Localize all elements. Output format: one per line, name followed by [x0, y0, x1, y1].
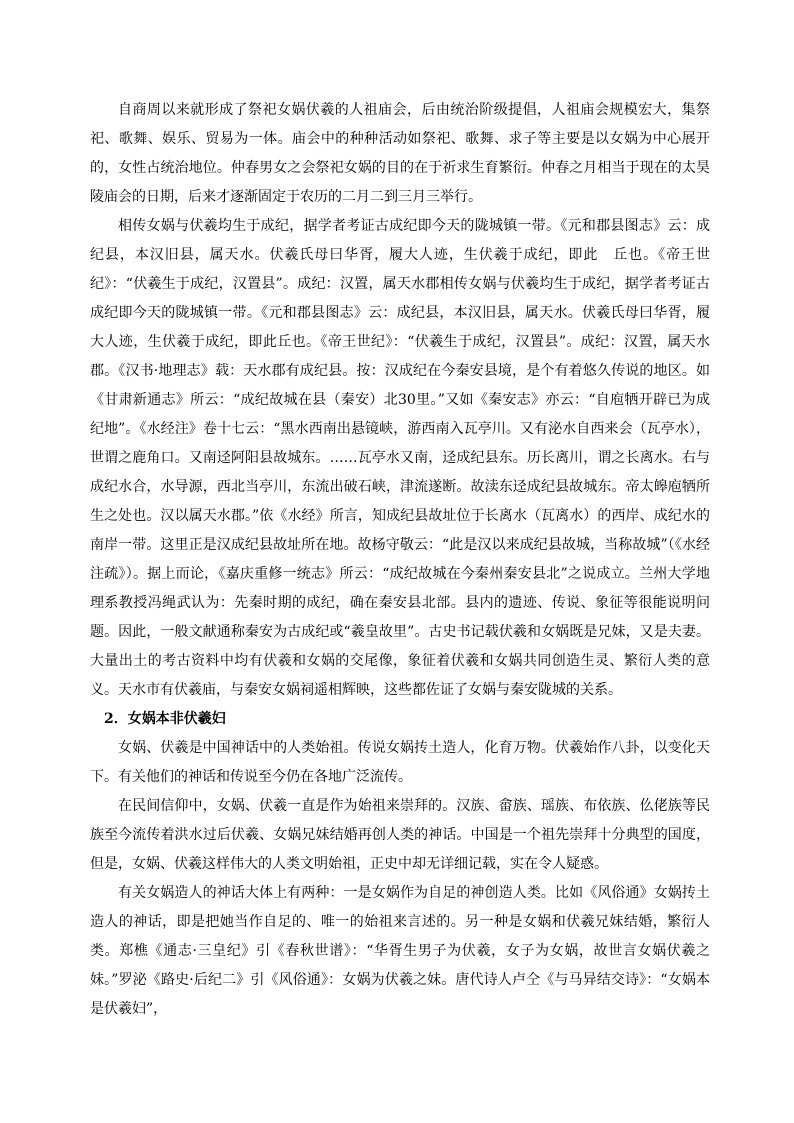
paragraph-folk-belief: 在民间信仰中，女娲、伏羲一直是作为始祖来崇拜的。汉族、畲族、瑶族、布依族、仫佬族等民族至今流传着洪水过后伏羲、女娲兄妹结婚再创人类的神话。中国是一个祖先崇拜十分典型的国度，但是，女娲、伏羲这样伟大的人类文明始祖，正史中却无详细记载，实在令人疑惑。 [90, 798, 710, 872]
paragraph-ancestors: 女娲、伏羲是中国神话中的人类始祖。传说女娲抟土造人，化育万物。伏羲始作八卦，以变化天下。有关他们的神话和传说至今仍在各地广泛流传。 [90, 740, 710, 785]
paragraph-temple-fair: 自商周以来就形成了祭祀女娲伏羲的人祖庙会，后由统治阶级提倡，人祖庙会规模宏大，集祭祀、歌舞、娱乐、贸易为一体。庙会中的种种活动如祭祀、歌舞、求子等主要是以女娲为中心展开的，女性占统治地位。仲春男女之会祭祀女娲的目的在于祈求生育繁衍。仲春之月相当于现在的太昊陵庙会的日期，后来才逐渐固定于农历的二月二到三月三举行。 [90, 102, 710, 205]
paragraph-chengji: 相传女娲与伏羲均生于成纪，据学者考证古成纪即今天的陇城镇一带。《元和郡县图志》云：成纪县，本汉旧县，属天水。伏羲氏母曰华胥，履大人迹，生伏羲于成纪，即此 丘也。《帝王世纪》：“伏羲生于成纪，汉置县”。成纪：汉置，属天水郡相传女娲与伏羲均生于成纪，据学者考证古成纪即今天的陇城镇一带。《元和郡县图志》云：成纪县，本汉旧县，属天水。伏羲氏母曰华胥，履大人迹，生伏羲于成纪，即此丘也。《帝王世纪》：“伏羲生于成纪，汉置县”。成纪：汉置，属天水郡。《汉书·地理志》载：天水郡有成纪县。按：汉成纪在今秦安县境，是个有着悠久传说的地区。如《甘肃新通志》所云：“成纪故城在县（秦安）北30里。”又如《秦安志》亦云：“自庖牺开辟已为成纪地”。《水经注》卷十七云：“黑水西南出悬镜峡，游西南入瓦亭川。又有泌水自西来会（瓦亭水），世谓之鹿角口。又南迳阿阳县故城东。……瓦亭水又南，迳成纪县东。历长离川，谓之长离水。右与成纪水合，水导源，西北当亭川，东流出破石峡，津流遂断。故渎东迳成纪县故城东。帝太皞庖牺所生之处也。汉以属天水郡。”依《水经》所言，知成纪县故址位于长离水（瓦离水）的西岸、成纪水的南岸一带。这里正是汉成纪县故址所在地。故杨守敬云：“此是汉以来成纪县故城，当称故城”（《水经注疏》）。据上而论，《嘉庆重修一统志》所云：“成纪故城在今秦州秦安县北”之说成立。兰州大学地理系教授冯绳武认为：先秦时期的成纪，确在秦安县北部。县内的遗迹、传说、象征等很能说明问题。因此，一般文献通称秦安为古成纪或“羲皇故里”。古史书记载伏羲和女娲既是兄妹，又是夫妻。大量出土的考古资料中均有伏羲和女娲的交尾像，象征着伏羲和女娲共同创造生灵、繁衍人类的意义。天水市有伏羲庙，与秦安女娲祠遥相辉映，这些都佐证了女娲与秦安陇城的关系。 [90, 218, 710, 698]
section-heading: 2．女娲本非伏羲妇 [104, 711, 226, 727]
paragraph-creation-myths: 有关女娲造人的神话大体上有两种：一是女娲作为自足的神创造人类。比如《风俗通》女娲抟土造人的神话，即是把她当作自足的、唯一的始祖来言述的。另一种是女娲和伏羲兄妹结婚，繁衍人类。郑樵《通志·三皇纪》引《春秋世谱》：“华胥生男子为伏羲，女子为女娲，故世言女娲伏羲之妹。”罗泌《路史·后纪二》引《风俗通》：女娲为伏羲之妹。唐代诗人卢仝《与马异结交诗》：“女娲本是伏羲妇”， [90, 885, 710, 1017]
document-page [90, 96, 710, 1024]
